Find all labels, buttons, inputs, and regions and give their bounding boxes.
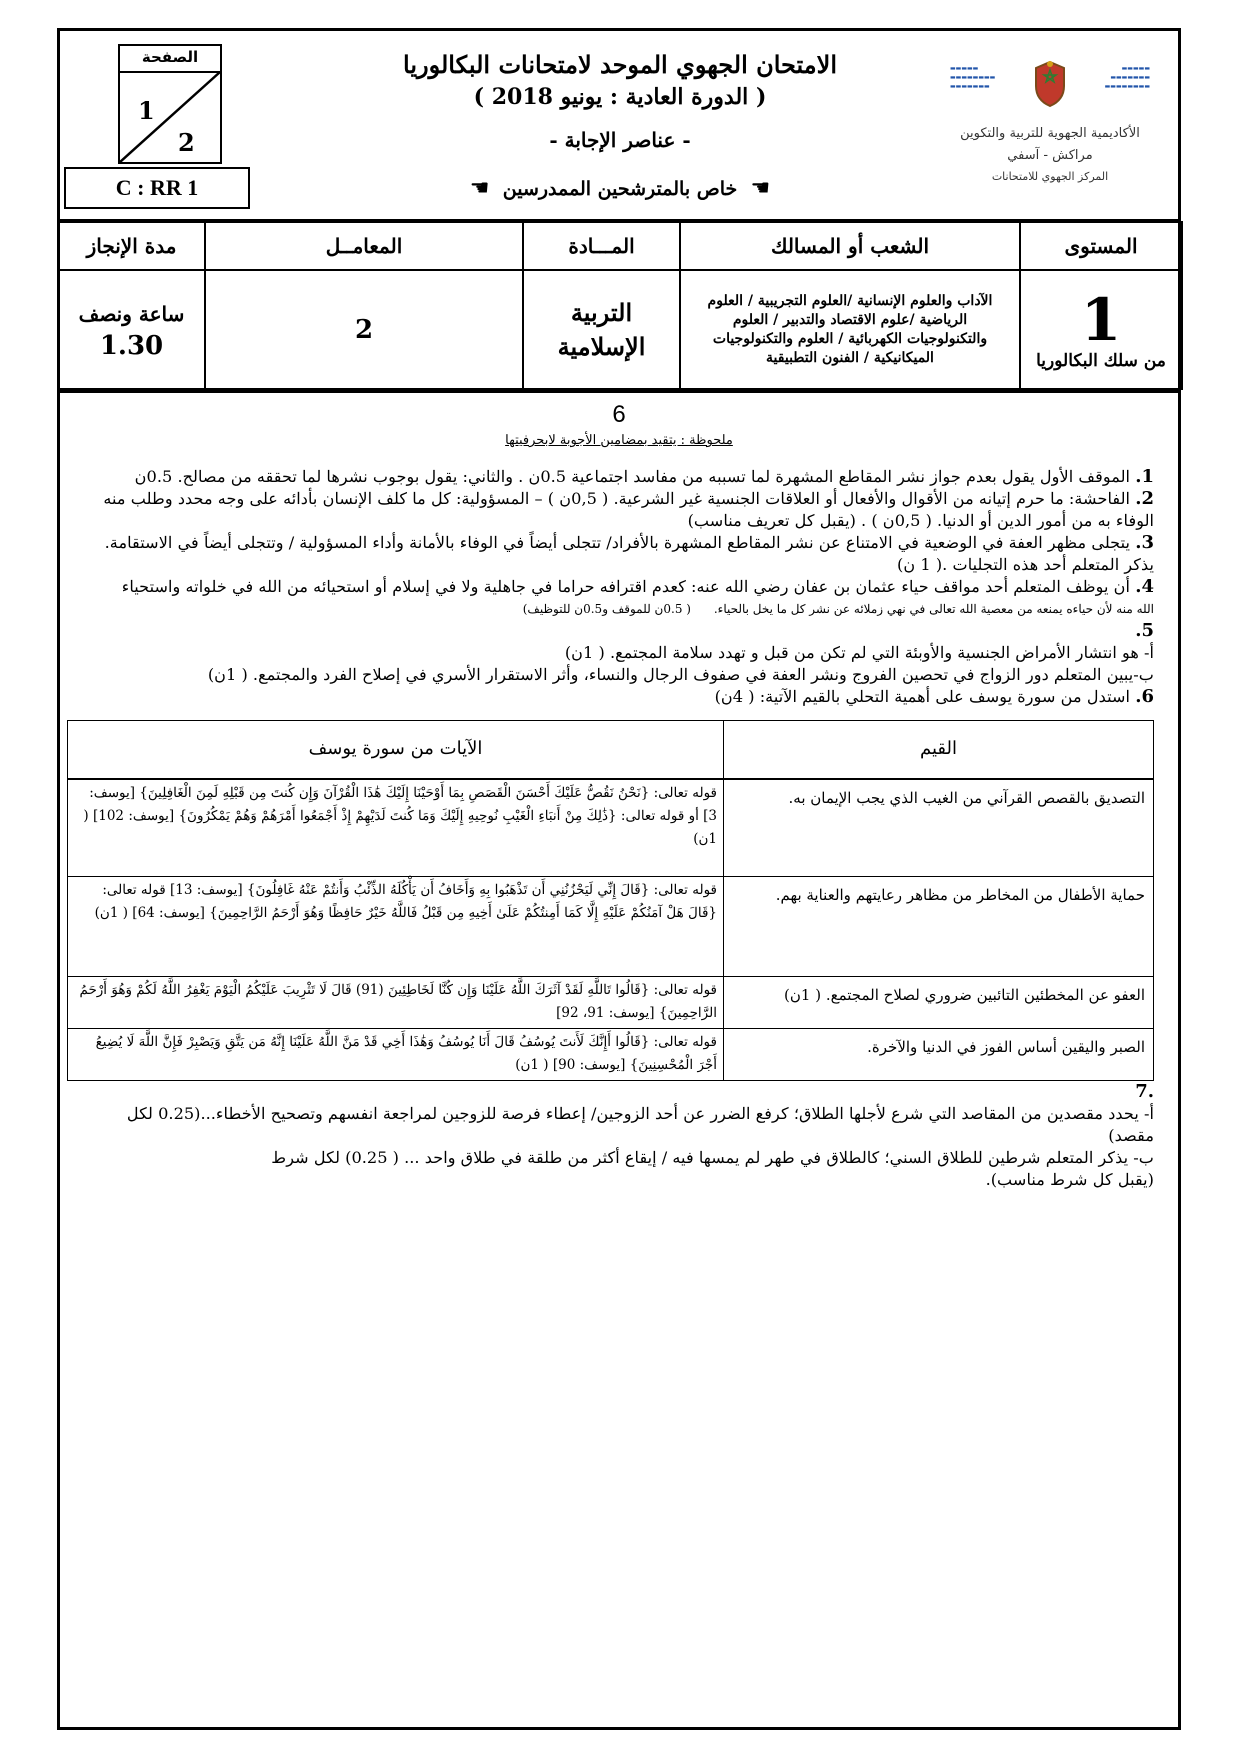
- answers-title: - عناصر الإجابة -: [549, 128, 691, 152]
- page-number-box: [118, 44, 222, 164]
- subject-line1: التربية: [570, 297, 633, 327]
- table-row: [68, 977, 1154, 1029]
- logo-academy-name: الأكاديمية الجهوية للتربية والتكوين: [960, 126, 1140, 141]
- level-number: 1: [1080, 285, 1122, 354]
- q3-number: 3.: [1135, 532, 1154, 553]
- answer-7b: ب- يذكر المتعلم شرطين للطلاق السني؛ كالطلاق في طهر لم يمسها فيه / إيقاع أكثر من طلقة في طلاق واحد ... ( 0.25) لكل شرط: [271, 1148, 1154, 1167]
- q1-text: الموقف الأول يقول بعدم جواز نشر المقاطع المشهرة لما تسببه من مفاسد اجتماعية 0.5ن . والثاني: يقول بوجوب نشرها لما تحققه من مصالح. 0.5ن: [134, 467, 1131, 486]
- verse-cell: قوله تعالى: {قَالُوا أَإِنَّكَ لَأَنتَ يُوسُفُ قَالَ أَنَا يُوسُفُ وَهَٰذَا أَخِي قَدْ مَنَّ اللَّهُ عَلَيْنَا إِنَّهُ مَن يَتَّقِ وَيَصْبِرْ فَإِنَّ اللَّهَ لَا يُضِيعُ أَجْرَ الْمُحْسِنِينَ} [يوسف: 90] ( 1ن): [68, 1029, 724, 1081]
- level-text: من سلك البكالوريا: [1036, 350, 1166, 371]
- q6-text: استدل من سورة يوسف على أهمية التحلي بالقيم الآتية: ( 4ن): [714, 687, 1131, 706]
- level-cell: [1020, 270, 1182, 389]
- coefficient-cell: 2: [205, 270, 523, 389]
- level-header: المستوى: [1020, 222, 1182, 270]
- q5-number: 5.: [1135, 620, 1154, 641]
- q4-text2: الله منه لأن حياءه يمنعه من معصية الله تعالى في نهي زملائه عن نشر كل ما يخل بالحياء.: [713, 602, 1154, 616]
- coat-of-arms-icon: [1030, 60, 1070, 108]
- candidates-title: [330, 176, 910, 201]
- hand-pointer-icon: ☚: [469, 176, 490, 201]
- q4-text: أن يوظف المتعلم أحد مواقف حياء عثمان بن عفان رضي الله عنه: كعدم اقترافه حراما في جاهلية ولا في إسلام أو استحيائه من الله في خلواته واستحياء: [121, 577, 1131, 596]
- answer-6: [82, 686, 1154, 708]
- exam-code: C : RR 1: [64, 167, 250, 209]
- value-cell: العفو عن المخطئين التائبين ضروري لصلاح المجتمع. ( 1ن): [724, 977, 1154, 1029]
- note: ملحوظة : يتقيد بمضامين الأجوبة لابحرفيتها: [505, 433, 733, 448]
- verses-column-header: الآيات من سورة يوسف: [68, 721, 724, 779]
- answer-4-continued: [82, 598, 1154, 620]
- exam-title: الامتحان الجهوي الموحد لامتحانات البكالوريا: [403, 50, 837, 79]
- answer-1: [82, 466, 1154, 488]
- q2-text: الفاحشة: ما حرم إتيانه من الأقوال والأفعال أو العلاقات الجنسية غير الشرعية. ( 0,5ن ) – المسؤولية: كل ما كلف الإنسان بأدائه على وجه محدد وطلب منه الوفاء به من أمور الدين أو الدنيا. ( 0,5ن ) . (يقبل كل تعريف مناسب): [103, 489, 1154, 530]
- answer-7-number: [82, 1081, 1154, 1103]
- verse-cell: قوله تعالى: {قَالَ إِنِّي لَيَحْزُنُنِي أَن تَذْهَبُوا بِهِ وَأَخَافُ أَن يَأْكُلَهُ الذِّئْبُ وَأَنتُمْ عَنْهُ غَافِلُونَ} [يوسف: 13] قوله تعالى: {قَالَ هَلْ آمَنُكُمْ عَلَيْهِ إِلَّا كَمَا أَمِنتُكُمْ عَلَىٰ أَخِيهِ مِن قَبْلُ فَاللَّهُ خَيْرٌ حَافِظًا وَهُوَ أَرْحَمُ الرَّاحِمِينَ} [يوسف: 64] ( 1ن): [68, 877, 724, 977]
- page-current: 1: [138, 96, 155, 125]
- duration-number: 1.30: [99, 330, 164, 361]
- q4-score: ( 0.5ن للموقف و0.5ن للتوظيف): [522, 602, 691, 616]
- answer-4: [82, 576, 1154, 598]
- q1-number: 1.: [1135, 466, 1154, 487]
- q6-number: 6.: [1135, 686, 1154, 707]
- values-column-header: القيم: [724, 721, 1154, 779]
- academy-logo: [950, 56, 1150, 196]
- answer-2: [82, 488, 1154, 532]
- page-label: الصفحة: [141, 48, 199, 66]
- total-points: 6: [612, 401, 626, 428]
- branches-cell: الآداب والعلوم الإنسانية /العلوم التجريبية / العلوم الرياضية /علوم الاقتصاد والتدبير / العلوم والتكنولوجيات الكهربائية / العلوم والتكنولوجيات الميكانيكية / الفنون التطبيقية: [680, 270, 1020, 389]
- logo-center: المركز الجهوي للامتحانات: [991, 170, 1109, 183]
- value-cell: حماية الأطفال من المخاطر من مظاهر رعايتهم والعناية بهم.: [724, 877, 1154, 977]
- table-bottom-rule: [57, 389, 1181, 393]
- branches-header: الشعب أو المسالك: [680, 222, 1020, 270]
- session-title: ( الدورة العادية : يونيو 2018 ): [473, 84, 767, 110]
- table-row: [68, 877, 1154, 977]
- q4-number: 4.: [1135, 576, 1154, 597]
- duration-text: ساعة ونصف: [78, 301, 185, 326]
- value-cell: الصبر واليقين أساس الفوز في الدنيا والآخرة.: [724, 1029, 1154, 1081]
- q2-number: 2.: [1135, 488, 1154, 509]
- value-cell: التصديق بالقصص القرآني من الغيب الذي يجب الإيمان به.: [724, 779, 1154, 877]
- logo-region: مراكش - آسفي: [1007, 148, 1093, 163]
- hand-pointer-icon: ☚: [750, 176, 771, 201]
- page-total: 2: [178, 128, 195, 157]
- answer-3: [82, 532, 1154, 576]
- subject-cell: [523, 270, 680, 389]
- duration-header: مدة الإنجاز: [58, 222, 205, 270]
- page-box-diagonal: [120, 46, 220, 162]
- candidates-label: خاص بالمترشحين الممدرسين: [502, 178, 738, 200]
- duration-cell: [58, 270, 205, 389]
- table-row: [68, 779, 1154, 877]
- verse-cell: قوله تعالى: {قَالُوا تَاللَّهِ لَقَدْ آثَرَكَ اللَّهُ عَلَيْنَا وَإِن كُنَّا لَخَاطِئِينَ (91) قَالَ لَا تَثْرِيبَ عَلَيْكُمُ الْيَوْمَ يَغْفِرُ اللَّهُ لَكُمْ وَهُوَ أَرْحَمُ الرَّاحِمِينَ} [يوسف: 91، 92]: [68, 977, 724, 1029]
- table-row: [68, 1029, 1154, 1081]
- q3-text: يتجلى مظهر العفة في الوضعية في الامتناع عن نشر المقاطع المشهرة بالأفراد/ تتجلى أيضاً في الوفاء بالأمانة وأداء المسؤولية / وتتجلى أيضاً في الاستقامة. يذكر المتعلم أحد هذه التجليات .( 1 ن): [104, 533, 1154, 574]
- answer-7a: أ- يحدد مقصدين من المقاصد التي شرع لأجلها الطلاق؛ كرفع الضرر عن أحد الزوجين/ إعطاء فرصة للزوجين لمراجعة انفسهم وتصحيح الأخطاء...(0.25 لكل مقصد): [126, 1104, 1154, 1145]
- answer-7b-note: (يقبل كل شرط مناسب).: [985, 1170, 1154, 1189]
- answers-content: [62, 400, 1176, 1191]
- logo-arabic-lines-icon: ▬▬▬▬▬ ▬▬▬▬▬▬▬ ▬▬▬▬▬▬▬▬: [1104, 65, 1150, 90]
- verse-cell: قوله تعالى: {نَحْنُ نَقُصُّ عَلَيْكَ أَحْسَنَ الْقَصَصِ بِمَا أَوْحَيْنَا إِلَيْكَ هَٰذَا الْقُرْآنَ وَإِن كُنتَ مِن قَبْلِهِ لَمِنَ الْغَافِلِينَ} [يوسف: 3] أو قوله تعالى: {ذَٰلِكَ مِنْ أَنبَاءِ الْغَيْبِ نُوحِيهِ إِلَيْكَ وَمَا كُنتَ لَدَيْهِمْ إِذْ أَجْمَعُوا أَمْرَهُمْ وَهُمْ يَمْكُرُونَ} [يوسف: 102] ( 1ن): [68, 779, 724, 877]
- q7-number: .7: [1135, 1081, 1154, 1102]
- coefficient-header: المعامــل: [205, 222, 523, 270]
- answer-5b: ب-يبين المتعلم دور الزواج في تحصين الفروج ونشر العفة في صفوف الرجال والنساء، وأثر الاستقرار الأسري في إصلاح الفرد والمجتمع. ( 1ن): [207, 665, 1154, 684]
- subject-line2: الإسلامية: [557, 331, 646, 361]
- answer-5a: أ- هو انتشار الأمراض الجنسية والأوبئة التي لم تكن من قبل و تهدد سلامة المجتمع. ( 1ن): [564, 643, 1154, 662]
- subject-header: المـــادة: [523, 222, 680, 270]
- answer-5-number: [82, 620, 1154, 642]
- logo-french-lines-icon: ▬▬▬▬▬ ▬▬▬▬▬▬▬▬ ▬▬▬▬▬▬▬: [950, 65, 996, 90]
- exam-info-table: [57, 221, 1183, 390]
- values-verses-table: [67, 720, 1154, 1081]
